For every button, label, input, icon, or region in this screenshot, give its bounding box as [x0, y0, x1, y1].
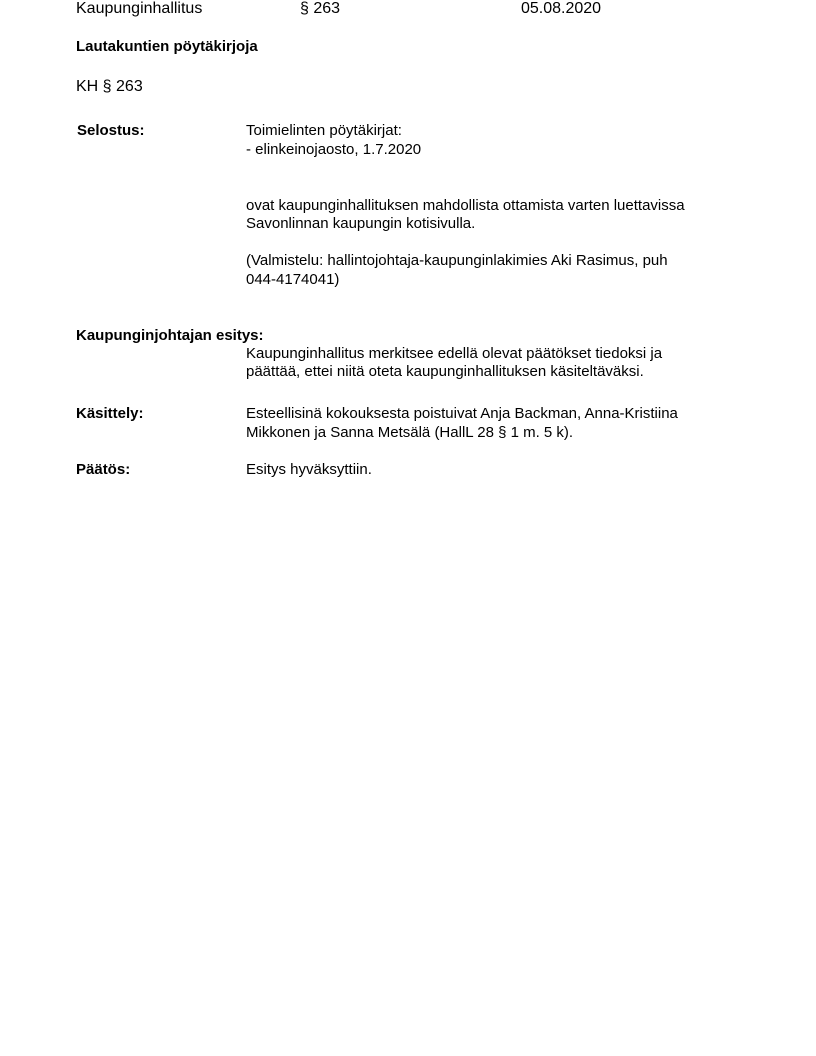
esitys-line: Kaupunginhallitus merkitsee edellä olevat päätökset tiedoksi ja [246, 345, 663, 362]
esitys-line: päättää, ettei niitä oteta kaupunginhallituksen käsiteltäväksi. [246, 363, 644, 380]
document-title: Lautakuntien pöytäkirjoja [76, 38, 258, 55]
valmistelu-line: 044-4174041) [246, 271, 340, 288]
paatos-label: Päätös: [76, 461, 131, 478]
header-section: § 263 [300, 0, 341, 17]
kasittely-line: Esteellisinä kokouksesta poistuivat Anja Backman, Anna-Kristiina [246, 405, 678, 422]
esitys-label: Kaupunginjohtajan esitys: [76, 327, 264, 344]
selostus-paragraph-line: Savonlinnan kaupungin kotisivulla. [246, 215, 476, 232]
selostus-line: - elinkeinojaosto, 1.7.2020 [246, 141, 422, 158]
paatos-text: Esitys hyväksyttiin. [246, 461, 372, 478]
reference: KH § 263 [76, 78, 143, 95]
selostus-paragraph-line: ovat kaupunginhallituksen mahdollista ottamista varten luettavissa [246, 197, 685, 214]
valmistelu-line: (Valmistelu: hallintojohtaja-kaupunginlakimies Aki Rasimus, puh [246, 252, 668, 269]
header-date: 05.08.2020 [521, 0, 602, 17]
kasittely-line: Mikkonen ja Sanna Metsälä (HallL 28 § 1 m. 5 k). [246, 424, 574, 441]
selostus-line: Toimielinten pöytäkirjat: [246, 122, 402, 139]
selostus-label: Selostus: [77, 122, 145, 139]
header-organ: Kaupunginhallitus [76, 0, 203, 17]
kasittely-label: Käsittely: [76, 405, 144, 422]
